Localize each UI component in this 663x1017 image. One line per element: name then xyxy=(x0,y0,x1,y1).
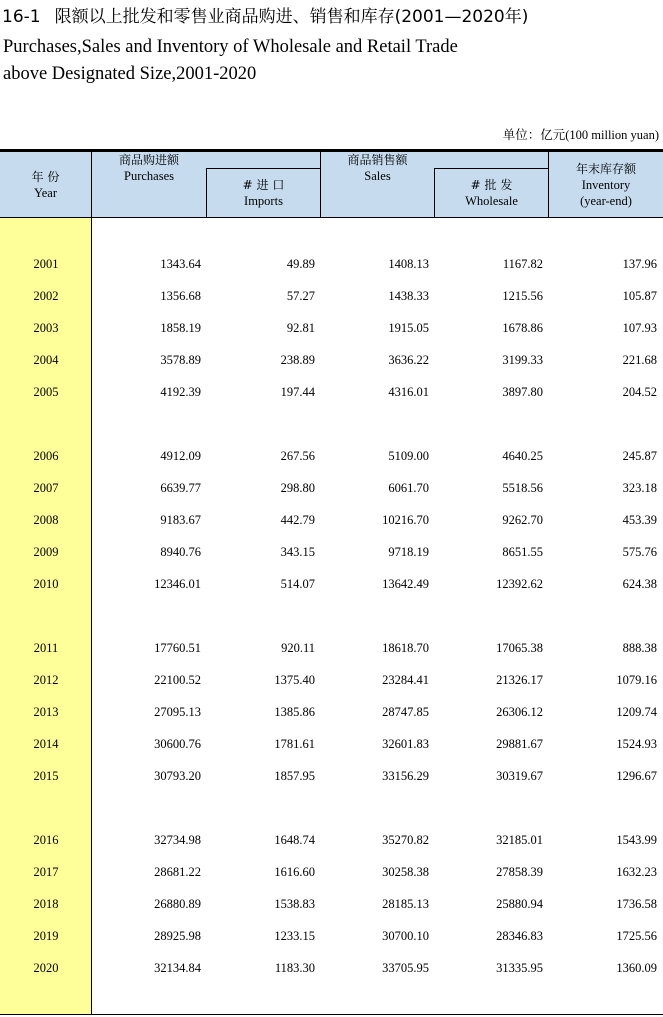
header-inventory-cn: 年末库存额 xyxy=(575,161,636,176)
cell-inventory: 204.52 xyxy=(622,385,657,399)
cell-inventory: 1209.74 xyxy=(616,705,657,719)
cell-sales: 18618.70 xyxy=(382,641,429,655)
table-row xyxy=(0,958,663,978)
header-purchases xyxy=(92,152,206,184)
cell-imports: 343.15 xyxy=(280,545,315,559)
cell-imports: 442.79 xyxy=(280,513,315,527)
row-year: 2012 xyxy=(33,673,59,687)
cell-imports: 298.80 xyxy=(280,481,315,495)
row-year: 2017 xyxy=(33,865,59,879)
cell-imports: 1781.61 xyxy=(274,737,315,751)
cell-purchases: 17760.51 xyxy=(154,641,201,655)
table-row xyxy=(0,926,663,946)
cell-imports: 92.81 xyxy=(286,321,315,335)
unit-en: (100 million yuan) xyxy=(565,128,659,142)
cell-inventory: 221.68 xyxy=(622,353,657,367)
table-row xyxy=(0,382,663,402)
row-year: 2014 xyxy=(33,737,59,751)
cell-wholesale: 31335.95 xyxy=(496,961,543,975)
cell-sales: 33156.29 xyxy=(382,769,429,783)
cell-imports: 1183.30 xyxy=(274,961,315,975)
cell-purchases: 4192.39 xyxy=(160,385,201,399)
cell-sales: 32601.83 xyxy=(382,737,429,751)
cell-sales: 30700.10 xyxy=(382,929,429,943)
table-row xyxy=(0,830,663,850)
cell-inventory: 137.96 xyxy=(622,257,657,271)
cell-sales: 28747.85 xyxy=(382,705,429,719)
cell-imports: 1616.60 xyxy=(274,865,315,879)
cell-inventory: 1632.23 xyxy=(616,865,657,879)
table-row xyxy=(0,286,663,306)
cell-purchases: 28681.22 xyxy=(154,865,201,879)
unit-label xyxy=(503,125,659,143)
cell-inventory: 575.76 xyxy=(622,545,657,559)
row-year: 2003 xyxy=(33,321,59,335)
table-row xyxy=(0,318,663,338)
cell-purchases: 1858.19 xyxy=(160,321,201,335)
header-inventory-en: Inventory xyxy=(581,177,631,192)
cell-imports: 1538.83 xyxy=(274,897,315,911)
table-row xyxy=(0,254,663,274)
cell-imports: 1385.86 xyxy=(274,705,315,719)
cell-wholesale: 1678.86 xyxy=(502,321,543,335)
cell-purchases: 22100.52 xyxy=(154,673,201,687)
cell-wholesale: 17065.38 xyxy=(496,641,543,655)
header-sales-en: Sales xyxy=(364,169,391,183)
cell-wholesale: 9262.70 xyxy=(502,513,543,527)
cell-inventory: 1079.16 xyxy=(616,673,657,687)
cell-sales: 1915.05 xyxy=(388,321,429,335)
cell-inventory: 107.93 xyxy=(622,321,657,335)
row-year: 2015 xyxy=(33,769,59,783)
table-row xyxy=(0,638,663,658)
table-title-chinese xyxy=(2,2,663,32)
cell-purchases: 30793.20 xyxy=(154,769,201,783)
table-row xyxy=(0,446,663,466)
cell-inventory: 105.87 xyxy=(622,289,657,303)
cell-wholesale: 25880.94 xyxy=(496,897,543,911)
cell-imports: 267.56 xyxy=(280,449,315,463)
cell-imports: 57.27 xyxy=(286,289,315,303)
cell-purchases: 1356.68 xyxy=(160,289,201,303)
header-purchases-cn: 商品购进额 xyxy=(118,153,179,167)
cell-wholesale: 29881.67 xyxy=(496,737,543,751)
cell-purchases: 8940.76 xyxy=(160,545,201,559)
table-row xyxy=(0,766,663,786)
table-row xyxy=(0,702,663,722)
header-year-en: Year xyxy=(33,185,58,200)
cell-purchases: 3578.89 xyxy=(160,353,201,367)
cell-purchases: 32734.98 xyxy=(154,833,201,847)
table-row xyxy=(0,542,663,562)
cell-sales: 28185.13 xyxy=(382,897,429,911)
cell-purchases: 1343.64 xyxy=(160,257,201,271)
cell-inventory: 1296.67 xyxy=(616,769,657,783)
cell-purchases: 9183.67 xyxy=(160,513,201,527)
cell-sales: 30258.38 xyxy=(382,865,429,879)
header-wholesale-en: Wholesale xyxy=(465,194,518,208)
header-bottom-rule xyxy=(0,217,663,218)
row-year: 2019 xyxy=(33,929,59,943)
cell-wholesale: 28346.83 xyxy=(496,929,543,943)
cell-purchases: 6639.77 xyxy=(160,481,201,495)
row-year: 2002 xyxy=(33,289,59,303)
row-year: 2011 xyxy=(33,641,59,655)
row-year: 2006 xyxy=(33,449,59,463)
row-year: 2016 xyxy=(33,833,59,847)
header-sales xyxy=(321,152,434,184)
cell-wholesale: 12392.62 xyxy=(496,577,543,591)
row-year: 2001 xyxy=(33,257,59,271)
cell-purchases: 27095.13 xyxy=(154,705,201,719)
header-imports-cn: # 进 口 xyxy=(242,178,285,192)
table-row xyxy=(0,670,663,690)
cell-inventory: 1736.58 xyxy=(616,897,657,911)
cell-sales: 33705.95 xyxy=(382,961,429,975)
table-bottom-rule xyxy=(0,1014,663,1015)
table-row xyxy=(0,574,663,594)
cell-inventory: 323.18 xyxy=(622,481,657,495)
cell-inventory: 888.38 xyxy=(622,641,657,655)
cell-sales: 23284.41 xyxy=(382,673,429,687)
table-row xyxy=(0,734,663,754)
table-title-cn-text: 限额以上批发和零售业商品购进、销售和库存(2001—2020年) xyxy=(54,7,529,27)
header-year-cn: 年 份 xyxy=(31,169,60,184)
table-row xyxy=(0,350,663,370)
cell-inventory: 1543.99 xyxy=(616,833,657,847)
cell-imports: 1648.74 xyxy=(274,833,315,847)
row-year: 2008 xyxy=(33,513,59,527)
row-year: 2013 xyxy=(33,705,59,719)
cell-sales: 3636.22 xyxy=(388,353,429,367)
cell-wholesale: 5518.56 xyxy=(502,481,543,495)
cell-wholesale: 3897.80 xyxy=(502,385,543,399)
header-year xyxy=(0,152,91,217)
header-wholesale xyxy=(435,169,548,217)
row-year: 2018 xyxy=(33,897,59,911)
row-year: 2009 xyxy=(33,545,59,559)
header-purchases-en: Purchases xyxy=(124,169,174,183)
cell-imports: 514.07 xyxy=(280,577,315,591)
unit-cn: 单位：亿元 xyxy=(502,127,566,142)
cell-imports: 1375.40 xyxy=(274,673,315,687)
cell-imports: 238.89 xyxy=(280,353,315,367)
cell-sales: 35270.82 xyxy=(382,833,429,847)
cell-imports: 920.11 xyxy=(281,641,315,655)
cell-sales: 13642.49 xyxy=(382,577,429,591)
header-sales-cn: 商品销售额 xyxy=(347,153,408,167)
cell-sales: 9718.19 xyxy=(388,545,429,559)
cell-purchases: 4912.09 xyxy=(160,449,201,463)
table-row xyxy=(0,862,663,882)
cell-wholesale: 8651.55 xyxy=(502,545,543,559)
cell-sales: 10216.70 xyxy=(382,513,429,527)
cell-purchases: 28925.98 xyxy=(154,929,201,943)
cell-wholesale: 27858.39 xyxy=(496,865,543,879)
header-imports-en: Imports xyxy=(244,194,283,208)
cell-wholesale: 30319.67 xyxy=(496,769,543,783)
cell-imports: 197.44 xyxy=(280,385,315,399)
row-year: 2004 xyxy=(33,353,59,367)
cell-inventory: 245.87 xyxy=(622,449,657,463)
cell-sales: 6061.70 xyxy=(388,481,429,495)
cell-purchases: 12346.01 xyxy=(154,577,201,591)
table-number: 16-1 xyxy=(2,7,41,27)
header-inventory xyxy=(549,152,663,217)
header-inventory-en2: (year-end) xyxy=(580,193,632,208)
cell-imports: 49.89 xyxy=(286,257,315,271)
cell-wholesale: 32185.01 xyxy=(496,833,543,847)
cell-sales: 4316.01 xyxy=(388,385,429,399)
cell-inventory: 1524.93 xyxy=(616,737,657,751)
cell-sales: 5109.00 xyxy=(388,449,429,463)
cell-sales: 1438.33 xyxy=(388,289,429,303)
row-year: 2010 xyxy=(33,577,59,591)
cell-wholesale: 26306.12 xyxy=(496,705,543,719)
cell-purchases: 26880.89 xyxy=(154,897,201,911)
cell-inventory: 624.38 xyxy=(622,577,657,591)
cell-wholesale: 1167.82 xyxy=(502,257,543,271)
header-imports xyxy=(207,169,320,217)
table-title-english-line-1: Purchases,Sales and Inventory of Wholesale and Retail Trade xyxy=(3,37,458,57)
header-wholesale-cn: # 批 发 xyxy=(470,178,513,192)
data-table xyxy=(0,149,663,1015)
cell-purchases: 30600.76 xyxy=(154,737,201,751)
row-year: 2020 xyxy=(33,961,59,975)
row-year: 2007 xyxy=(33,481,59,495)
cell-inventory: 1725.56 xyxy=(616,929,657,943)
cell-purchases: 32134.84 xyxy=(154,961,201,975)
table-row xyxy=(0,894,663,914)
cell-inventory: 1360.09 xyxy=(616,961,657,975)
cell-wholesale: 3199.33 xyxy=(502,353,543,367)
cell-sales: 1408.13 xyxy=(388,257,429,271)
cell-wholesale: 4640.25 xyxy=(502,449,543,463)
cell-imports: 1233.15 xyxy=(274,929,315,943)
table-row xyxy=(0,510,663,530)
table-title-english-line-2: above Designated Size,2001-2020 xyxy=(3,64,257,84)
cell-inventory: 453.39 xyxy=(622,513,657,527)
cell-wholesale: 1215.56 xyxy=(502,289,543,303)
row-year: 2005 xyxy=(33,385,59,399)
cell-wholesale: 21326.17 xyxy=(496,673,543,687)
table-row xyxy=(0,478,663,498)
cell-imports: 1857.95 xyxy=(274,769,315,783)
